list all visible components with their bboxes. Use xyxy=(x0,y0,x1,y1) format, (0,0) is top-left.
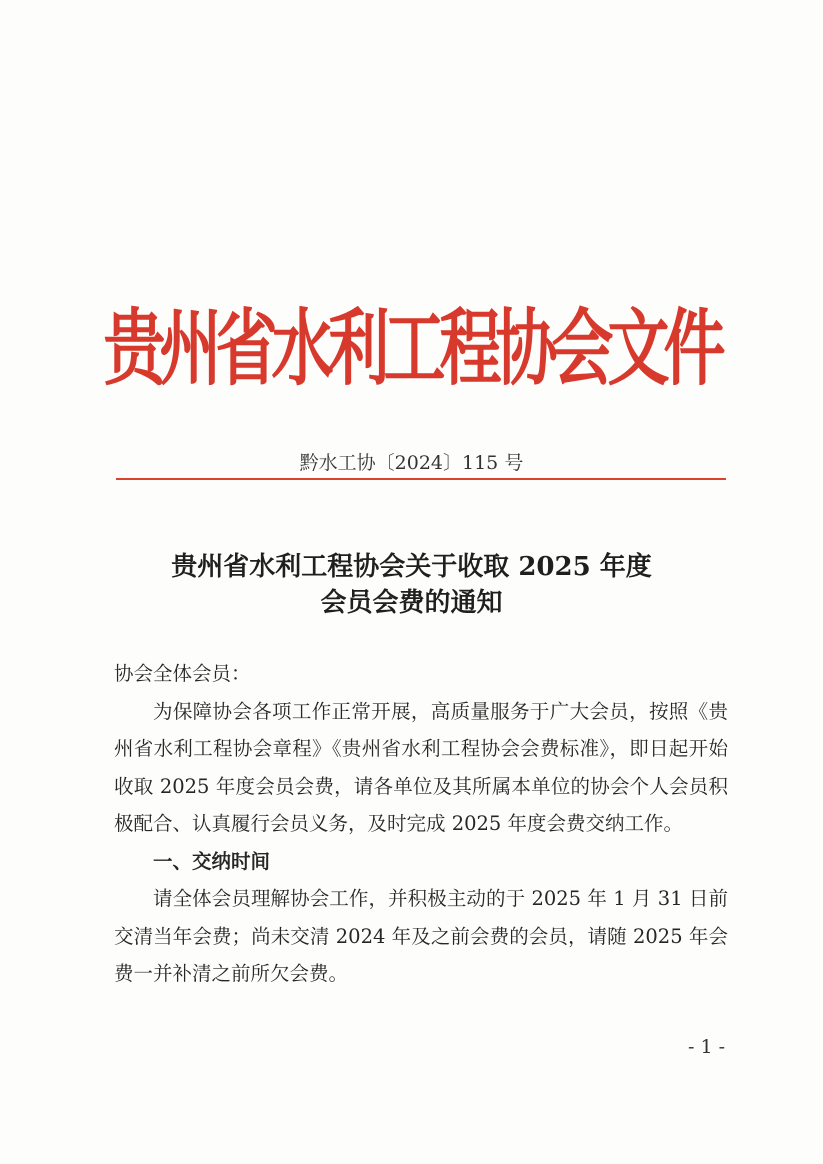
notice-title-line-1: 贵州省水利工程协会关于收取 2025 年度 xyxy=(171,552,652,582)
red-divider-line xyxy=(116,478,726,480)
notice-title xyxy=(0,549,823,621)
paragraph-intro: 为保障协会各项工作正常开展，高质量服务于广大会员，按照《贵州省水利工程协会章程》《贵州省水利工程协会会费标准》，即日起开始收取 2025 年度会员会费，请各单位及其所属本单位的协会个人会员积极配合、认真履行会员义务，及时完成 2025 年度会费交纳工作。 xyxy=(114,699,728,835)
paragraph-payment-time: 请全体会员理解协会工作，并积极主动的于 2025 年 1 月 31 日前交清当年会费；尚未交清 2024 年及之前会费的会员，请随 2025 年会费一并补清之前所欠会费。 xyxy=(114,887,728,985)
document-number: 黔水工协〔2024〕115 号 xyxy=(299,452,524,474)
masthead-title: 贵州省水利工程协会文件 xyxy=(103,299,720,398)
notice-title-line-2: 会员会费的通知 xyxy=(320,588,503,618)
page-number: - 1 - xyxy=(687,1036,725,1058)
salutation: 协会全体会员： xyxy=(114,662,251,685)
section-heading-payment-time: 一、交纳时间 xyxy=(153,849,271,873)
notice-body xyxy=(114,655,728,993)
